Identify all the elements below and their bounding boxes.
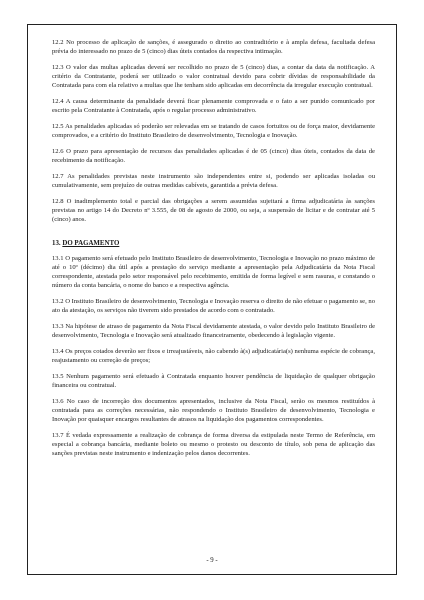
paragraph-13-3: 13.3 Na hipótese de atraso de pagamento da Nota Fiscal devidamente atestada, o valor devido pelo Instituto Brasileiro de desenvolvimento, Tecnologia e Inovação será atualizado financeiramente, obedecendo à legislação vigente.: [52, 322, 375, 340]
section-number: 13.: [52, 239, 61, 247]
page-content: [52, 38, 375, 465]
paragraph-13-4: 13.4 Os preços cotados deverão ser fixos e irreajustáveis, não cabendo à(s) adjudicatária(s) nenhuma espécie de cobrança, reajustamento ou correção de preços;: [52, 347, 375, 365]
page-number: - 9 -: [206, 557, 218, 564]
paragraph-13-7: 13.7 É vedada expressamente a realização de cobrança de forma diversa da estipulada neste Termo de Referência, em especial a cobrança bancária, mediante boleto ou mesmo o protesto ou desconto de título, sob pena de aplicação das sanções previstas neste instrumento e indenização pelos danos decorrentes.: [52, 431, 375, 458]
paragraph-13-6: 13.6 No caso de incorreção dos documentos apresentados, inclusive da Nota Fiscal, serão os mesmos restituídos à contratada para as correções necessárias, não respondendo o Instituto Brasileiro de desenvolvimento, Tecnologia e Inovação por quaisquer encargos resultantes de atrasos na liquidação dos pagamentos correspondentes.: [52, 397, 375, 424]
paragraph-12-6: 12.6 O prazo para apresentação de recursos das penalidades aplicadas é de 05 (cinco) dias úteis, contados da data de recebimento da notificação.: [52, 147, 375, 165]
paragraph-12-2: 12.2 No processo de aplicação de sanções, é assegurado o direito ao contraditório e à ampla defesa, facultada defesa prévia do interessado no prazo de 5 (cinco) dias úteis contados da respectiva intimação.: [52, 39, 375, 56]
paragraph-12-5: 12.5 As penalidades aplicadas só poderão ser relevadas em se tratando de casos fortuitos ou de força maior, devidamente comprovados, e a critério do Instituto Brasileiro de desenvolvimento, Tecnologia e Inovação.: [52, 122, 375, 140]
paragraph-13-2: 13.2 O Instituto Brasileiro de desenvolvimento, Tecnologia e Inovação reserva o direito de não efetuar o pagamento se, no ato da atestação, os serviços não tiverem sido prestados de acordo com o contratado.: [52, 298, 375, 315]
section-title: DO PAGAMENTO: [62, 239, 120, 247]
section-heading: [52, 239, 375, 249]
paragraph-13-1: 13.1 O pagamento será efetuado pelo Instituto Brasileiro de desenvolvimento, Tecnologia e Inovação no prazo máximo de até o 10º (décimo) dia útil após a prestação do serviço mediante a apresentação pela Adjudicatária da Nota Fiscal correspondente, atestada pelo setor responsável pelo recebimento, emitida de forma legível e sem rasuras, e constando o número da conta bancária, o nome do banco e a respectiva agência.: [52, 254, 375, 290]
paragraph-12-3: 12.3 O valor das multas aplicadas deverá ser recolhido no prazo de 5 (cinco) dias, a contar da data da notificação. A critério da Contratante, poderá ser utilizado o valor contratual devido para cobrir dívidas de responsabilidade da Contratada para com ela relativo a multas que lhe tenham sido aplicadas em decorrência da irregular execução contratual.: [52, 63, 375, 90]
paragraph-12-7: 12.7 As penalidades previstas neste instrumento são independentes entre si, podendo ser aplicadas isoladas ou cumulativamente, sem prejuízo de outras medidas cabíveis, garantida a prévia defesa.: [52, 172, 375, 189]
section-gap: [52, 231, 375, 239]
paragraph-12-4: 12.4 A causa determinante da penalidade deverá ficar plenamente comprovada e o fato a ser punido comunicado por escrito pela Contratante à Contratada, após o regular processo administrativo.: [52, 98, 375, 115]
paragraph-12-8: 12.8 O inadimplemento total e parcial das obrigações a serem assumidas sujeitará a firma adjudicatária às sanções previstas no artigo 14 do Decreto nº 3.555, de 08 de agosto de 2000, ou seja, a suspensão de licitar e de contratar até 5 (cinco) anos.: [52, 197, 375, 224]
paragraph-13-5: 13.5 Nenhum pagamento será efetuado à Contratada enquanto houver pendência de liquidação de qualquer obrigação financeira ou contratual.: [52, 372, 375, 389]
